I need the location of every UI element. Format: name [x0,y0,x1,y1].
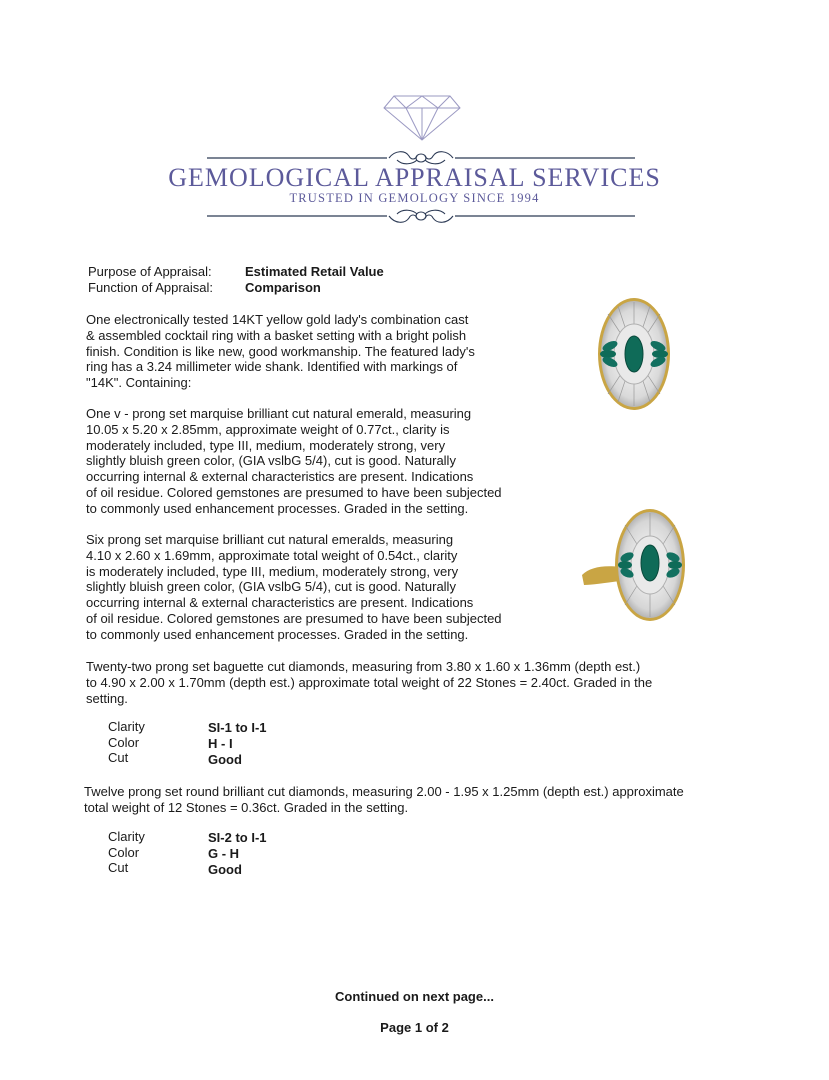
side-emeralds-description: Six prong set marquise brilliant cut natural emeralds, measuring 4.10 x 2.60 x 1.69mm, approximate total weight of 0.54ct., clarity is moderately included, type III, medium, moderately strong, very slightly bluish green color, (GIA vslbG 5/4), cut is good. Naturally occurring internal & external characteristics are present. Indications of oil residue. Colored gemstones are presumed to have been subjected to commonly used enhancement processes. Graded in the setting. [86,532,502,642]
center-emerald-description: One v - prong set marquise brilliant cut natural emerald, measuring 10.05 x 5.20 x 2.85mm, approximate weight of 0.77ct., clarity is moderately included, type III, medium, moderately strong, very slightly bluish green color, (GIA vslbG 5/4), cut is good. Naturally occurring internal & external characteristics are present. Indications of oil residue. Colored gemstones are presumed to have been subjected to commonly used enhancement processes. Graded in the setting. [86,406,502,516]
company-tagline: TRUSTED IN GEMOLOGY SINCE 1994 [289,191,540,205]
company-name: GEMOLOGICAL APPRAISAL SERVICES [168,163,661,192]
baguette-cut-value: Good [208,752,242,767]
round-color-value: G - H [208,846,240,861]
baguette-clarity-value: SI-1 to I-1 [208,720,267,735]
baguette-cut-label: Cut [108,750,129,765]
ring-side-view-photo [580,505,692,625]
bottom-ornament-divider [207,206,635,226]
baguette-clarity-label: Clarity [108,719,145,734]
round-clarity-value: SI-2 to I-1 [208,830,267,845]
purpose-value: Estimated Retail Value [245,264,384,279]
round-diamonds-description: Twelve prong set round brilliant cut diamonds, measuring 2.00 - 1.95 x 1.25mm (depth est.) approximate total weight of 12 Stones = 0.36ct. Graded in the setting. [84,784,684,815]
function-label: Function of Appraisal: [88,280,214,295]
baguette-diamonds-description: Twenty-two prong set baguette cut diamonds, measuring from 3.80 x 1.60 x 1.36mm (depth est.) to 4.90 x 2.00 x 1.70mm (depth est.) approximate total weight of 22 Stones = 2.40ct. Graded in the setting. [86,659,653,706]
purpose-label: Purpose of Appraisal: [88,264,212,279]
page-number: Page 1 of 2 [380,1020,449,1035]
function-row [0,280,829,298]
round-cut-label: Cut [108,860,129,875]
function-value: Comparison [245,280,321,295]
baguette-color-value: H - I [208,736,233,751]
continued-note: Continued on next page... [335,989,494,1004]
diamond-outline-icon [382,94,462,142]
ring-top-view-photo [588,294,680,414]
round-cut-value: Good [208,862,242,877]
round-clarity-label: Clarity [108,829,145,844]
baguette-color-label: Color [108,735,140,750]
round-color-label: Color [108,845,140,860]
ring-description: One electronically tested 14KT yellow gold lady's combination cast & assembled cocktail ring with a basket setting with a bright polish finish. Condition is like new, good workmanship. The featured lady's ring has a 3.24 millimeter wide shank. Identified with markings of "14K". Containing: [86,312,475,391]
